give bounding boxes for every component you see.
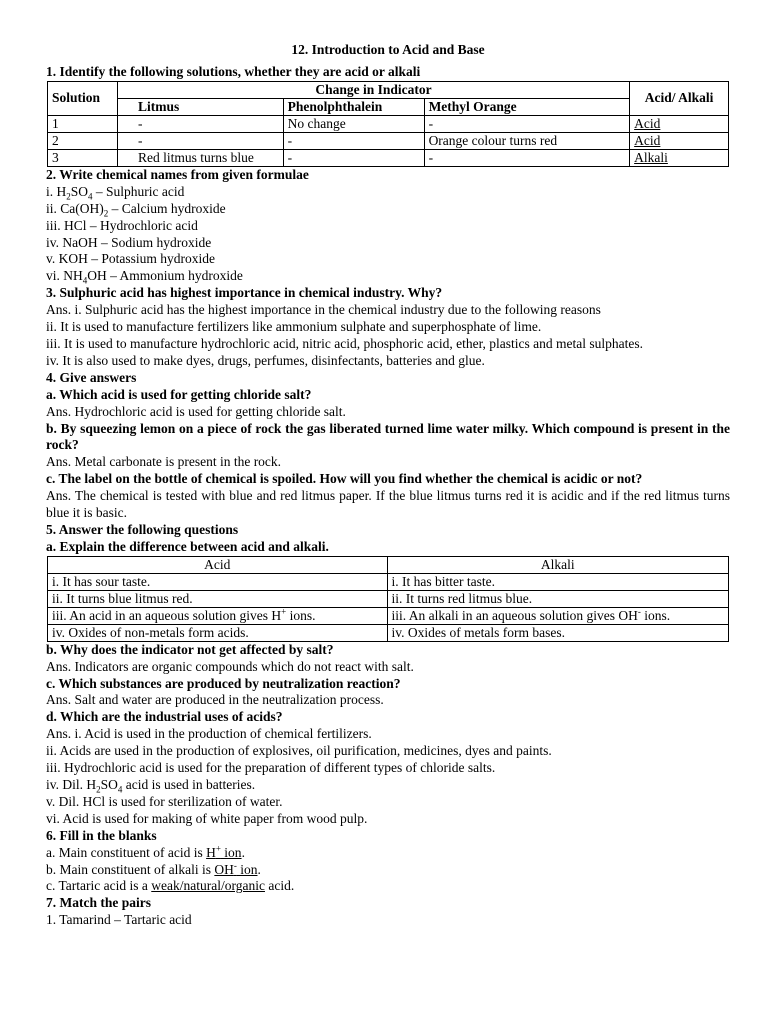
- header-alkali: Alkali: [387, 556, 729, 573]
- cell-result: Alkali: [630, 149, 729, 166]
- answer-line: ii. It is used to manufacture fertilizers like ammonium sulphate and superphosphate of lime.: [46, 319, 542, 335]
- list-item: i. $H_2SO_4$ – Sulphuric acid: [46, 183, 185, 202]
- header-litmus: Litmus: [117, 98, 283, 115]
- answer-line: iv. It is also used to make dyes, drugs, perfumes, disinfectants, batteries and glue.: [46, 352, 485, 368]
- answer-line: iii. It is used to manufacture hydrochloric acid, nitric acid, phosphoric acid, ether, plastics and metal sulphates.: [46, 335, 644, 351]
- indicator-table: [47, 81, 729, 167]
- list-item: iii. HCl – Hydrochloric acid: [46, 217, 198, 233]
- header-acid-alkali: Acid/ Alkali: [630, 81, 729, 115]
- section-1-heading: 1. Identify the following solutions, whether they are acid or alkali: [46, 64, 421, 79]
- document-page: [46, 42, 730, 929]
- answer: Ans. Salt and water are produced in the neutralization process.: [46, 692, 384, 708]
- question: a. Which acid is used for getting chloride salt?: [46, 386, 312, 402]
- cell-alkali: ii. It turns red litmus blue.: [387, 590, 729, 607]
- header-change: Change in Indicator: [117, 81, 629, 98]
- header-phenolphthalein: Phenolphthalein: [283, 98, 424, 115]
- table-row: [48, 573, 729, 590]
- table-row: [48, 115, 729, 132]
- table-row: [48, 607, 729, 624]
- cell-solution: 2: [48, 132, 118, 149]
- table-subheader-row: [48, 98, 729, 115]
- cell-solution: 1: [48, 115, 118, 132]
- question: b. Why does the indicator not get affected by salt?: [46, 641, 334, 657]
- cell-result: Acid: [630, 132, 729, 149]
- cell-methyl-orange: -: [424, 149, 630, 166]
- cell-alkali: iii. An alkali in an aqueous solution gives OH- ions.: [387, 607, 729, 624]
- cell-alkali: iv. Oxides of metals form bases.: [387, 624, 729, 641]
- acid-alkali-table: [47, 556, 729, 642]
- answer-line: ii. Acids are used in the production of explosives, oil purification, medicines, dyes and paints.: [46, 743, 552, 759]
- answer-line: v. Dil. HCl is used for sterilization of water.: [46, 793, 283, 809]
- cell-acid: iii. An acid in an aqueous solution gives H+ ions.: [48, 607, 388, 624]
- cell-acid: iv. Oxides of non-metals form acids.: [48, 624, 388, 641]
- table-row: [48, 590, 729, 607]
- answer: Ans. Indicators are organic compounds which do not react with salt.: [46, 658, 414, 674]
- header-solution: Solution: [48, 81, 118, 115]
- section-6-heading: 6. Fill in the blanks: [46, 827, 157, 843]
- cell-litmus: -: [117, 115, 283, 132]
- answer-line: vi. Acid is used for making of white paper from wood pulp.: [46, 810, 368, 826]
- cell-result: Acid: [630, 115, 729, 132]
- section-5-heading: 5. Answer the following questions: [46, 521, 239, 537]
- question: d. Which are the industrial uses of acids?: [46, 709, 283, 725]
- list-item: iv. NaOH – Sodium hydroxide: [46, 234, 212, 250]
- cell-litmus: Red litmus turns blue: [117, 149, 283, 166]
- list-item: 1. Tamarind – Tartaric acid: [46, 912, 192, 928]
- question: b. By squeezing lemon on a piece of rock the gas liberated turned lime water milky. Which compound is present in the rock?: [46, 420, 730, 453]
- question: a. Explain the difference between acid and alkali.: [46, 538, 329, 554]
- answer-line: Ans. i. Sulphuric acid has the highest importance in the chemical industry due to the following reasons: [46, 302, 601, 318]
- section-4-heading: 4. Give answers: [46, 369, 137, 385]
- answer-line: iv. Dil. $H_2SO_4$ acid is used in batteries.: [46, 777, 256, 795]
- page-title: 12. Introduction to Acid and Base: [291, 42, 485, 57]
- cell-litmus: -: [117, 132, 283, 149]
- cell-acid: i. It has sour taste.: [48, 573, 388, 590]
- table-row: [48, 624, 729, 641]
- table-row: [48, 149, 729, 166]
- list-item: vi. $NH_4OH$ – Ammonium hydroxide: [46, 268, 243, 287]
- cell-alkali: i. It has bitter taste.: [387, 573, 729, 590]
- answer: Ans. Metal carbonate is present in the rock.: [46, 454, 282, 470]
- answer: Ans. The chemical is tested with blue and red litmus paper. If the blue litmus turns red it is acidic and if the red litmus turns blue it is basic.: [46, 488, 730, 521]
- fill-blank: a. Main constituent of acid is H+ ion.: [46, 843, 245, 860]
- cell-solution: 3: [48, 149, 118, 166]
- cell-methyl-orange: Orange colour turns red: [424, 132, 630, 149]
- answer: Ans. Hydrochloric acid is used for getting chloride salt.: [46, 403, 346, 419]
- table-header-row: [48, 556, 729, 573]
- cell-acid: ii. It turns blue litmus red.: [48, 590, 388, 607]
- question: c. Which substances are produced by neutralization reaction?: [46, 675, 401, 691]
- cell-phenolphthalein: -: [283, 149, 424, 166]
- answer-line: iii. Hydrochloric acid is used for the preparation of different types of chloride salts.: [46, 760, 496, 776]
- list-item: ii. $Ca(OH)_2$ – Calcium hydroxide: [46, 200, 226, 219]
- header-methyl-orange: Methyl Orange: [424, 98, 630, 115]
- answer-line: Ans. i. Acid is used in the production of chemical fertilizers.: [46, 726, 372, 742]
- header-acid: Acid: [48, 556, 388, 573]
- cell-phenolphthalein: No change: [283, 115, 424, 132]
- section-3-heading: 3. Sulphuric acid has highest importance in chemical industry. Why?: [46, 285, 443, 301]
- fill-blank: c. Tartaric acid is a weak/natural/organic acid.: [46, 878, 295, 894]
- cell-phenolphthalein: -: [283, 132, 424, 149]
- section-7-heading: 7. Match the pairs: [46, 895, 151, 911]
- fill-blank: b. Main constituent of alkali is OH- ion.: [46, 860, 261, 877]
- table-header-row: [48, 81, 729, 98]
- table-row: [48, 132, 729, 149]
- cell-methyl-orange: -: [424, 115, 630, 132]
- list-item: v. KOH – Potassium hydroxide: [46, 251, 215, 267]
- section-2-heading: 2. Write chemical names from given formulae: [46, 166, 309, 182]
- question: c. The label on the bottle of chemical is spoiled. How will you find whether the chemical is acidic or not?: [46, 471, 643, 487]
